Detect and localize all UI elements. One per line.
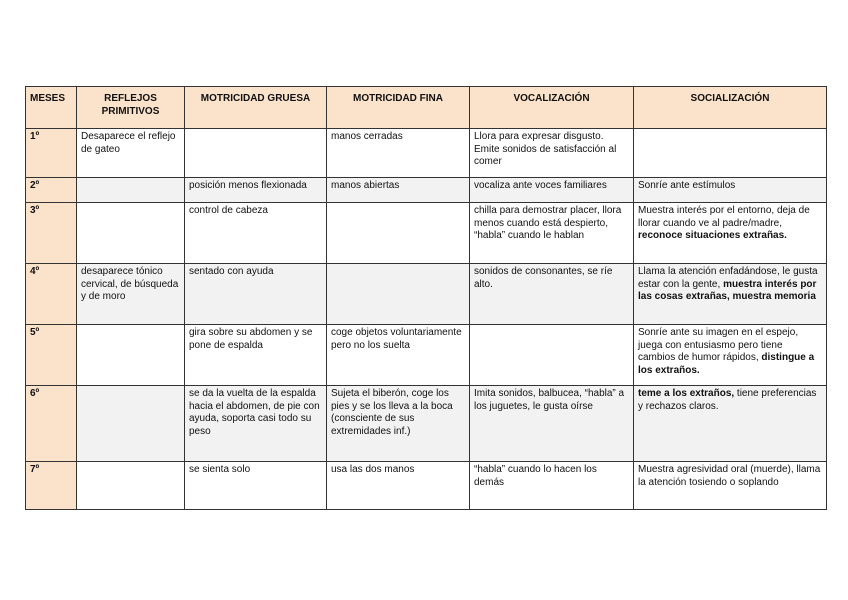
vocal-cell: Llora para expresar disgusto. Emite sonidos de satisfacción al comer	[470, 129, 634, 178]
reflejos-cell	[77, 462, 185, 510]
gruesa-cell: se sienta solo	[185, 462, 327, 510]
month-cell: 6º	[26, 386, 77, 462]
social-cell: Sonríe ante estímulos	[634, 178, 827, 203]
reflejos-cell	[77, 386, 185, 462]
fina-cell: manos abiertas	[327, 178, 470, 203]
reflejos-cell: Desaparece el reflejo de gateo	[77, 129, 185, 178]
header-row	[26, 87, 827, 129]
fina-cell: Sujeta el biberón, coge los pies y se los lleva a la boca (consciente de sus extremidades inf.)	[327, 386, 470, 462]
month-cell: 5º	[26, 325, 77, 386]
gruesa-cell: control de cabeza	[185, 203, 327, 264]
development-table	[25, 86, 827, 510]
fina-cell	[327, 264, 470, 325]
social-cell: Muestra interés por el entorno, deja de llorar cuando ve al padre/madre, reconoce situaciones extrañas.	[634, 203, 827, 264]
header-socializacion: SOCIALIZACIÓN	[634, 87, 827, 129]
month-cell: 1º	[26, 129, 77, 178]
gruesa-cell: se da la vuelta de la espalda hacia el abdomen, de pie con ayuda, soporta casi todo su peso	[185, 386, 327, 462]
month-cell: 4º	[26, 264, 77, 325]
social-cell	[634, 129, 827, 178]
reflejos-cell	[77, 325, 185, 386]
fina-cell: usa las dos manos	[327, 462, 470, 510]
table-row	[26, 264, 827, 325]
vocal-cell: sonidos de consonantes, se ríe alto.	[470, 264, 634, 325]
gruesa-cell	[185, 129, 327, 178]
fina-cell: manos cerradas	[327, 129, 470, 178]
month-cell: 7º	[26, 462, 77, 510]
table-row	[26, 325, 827, 386]
month-cell: 2º	[26, 178, 77, 203]
social-cell: teme a los extraños, tiene preferencias y rechazos claros.	[634, 386, 827, 462]
table-row	[26, 462, 827, 510]
gruesa-cell: posición menos flexionada	[185, 178, 327, 203]
header-motricidad-gruesa: MOTRICIDAD GRUESA	[185, 87, 327, 129]
vocal-cell: “habla” cuando lo hacen los demás	[470, 462, 634, 510]
reflejos-cell: desaparece tónico cervical, de búsqueda y de moro	[77, 264, 185, 325]
vocal-cell: chilla para demostrar placer, llora menos cuando está despierto, “habla” cuando le hablan	[470, 203, 634, 264]
table-row	[26, 386, 827, 462]
social-cell: Llama la atención enfadándose, le gusta estar con la gente, muestra interés por las cosas extrañas, muestra memoria	[634, 264, 827, 325]
fina-cell: coge objetos voluntariamente pero no los suelta	[327, 325, 470, 386]
table-row	[26, 129, 827, 178]
header-vocalizacion: VOCALIZACIÓN	[470, 87, 634, 129]
reflejos-cell	[77, 178, 185, 203]
gruesa-cell: gira sobre su abdomen y se pone de espalda	[185, 325, 327, 386]
social-cell: Muestra agresividad oral (muerde), llama la atención tosiendo o soplando	[634, 462, 827, 510]
table-row	[26, 178, 827, 203]
header-reflejos: REFLEJOS PRIMITIVOS	[77, 87, 185, 129]
reflejos-cell	[77, 203, 185, 264]
header-motricidad-fina: MOTRICIDAD FINA	[327, 87, 470, 129]
vocal-cell	[470, 325, 634, 386]
fina-cell	[327, 203, 470, 264]
month-cell: 3º	[26, 203, 77, 264]
header-meses: MESES	[26, 87, 77, 129]
table-row	[26, 203, 827, 264]
social-cell: Sonríe ante su imagen en el espejo, juega con entusiasmo pero tiene cambios de humor rápidos, distingue a los extraños.	[634, 325, 827, 386]
gruesa-cell: sentado con ayuda	[185, 264, 327, 325]
vocal-cell: Imita sonidos, balbucea, “habla” a los juguetes, le gusta oírse	[470, 386, 634, 462]
vocal-cell: vocaliza ante voces familiares	[470, 178, 634, 203]
